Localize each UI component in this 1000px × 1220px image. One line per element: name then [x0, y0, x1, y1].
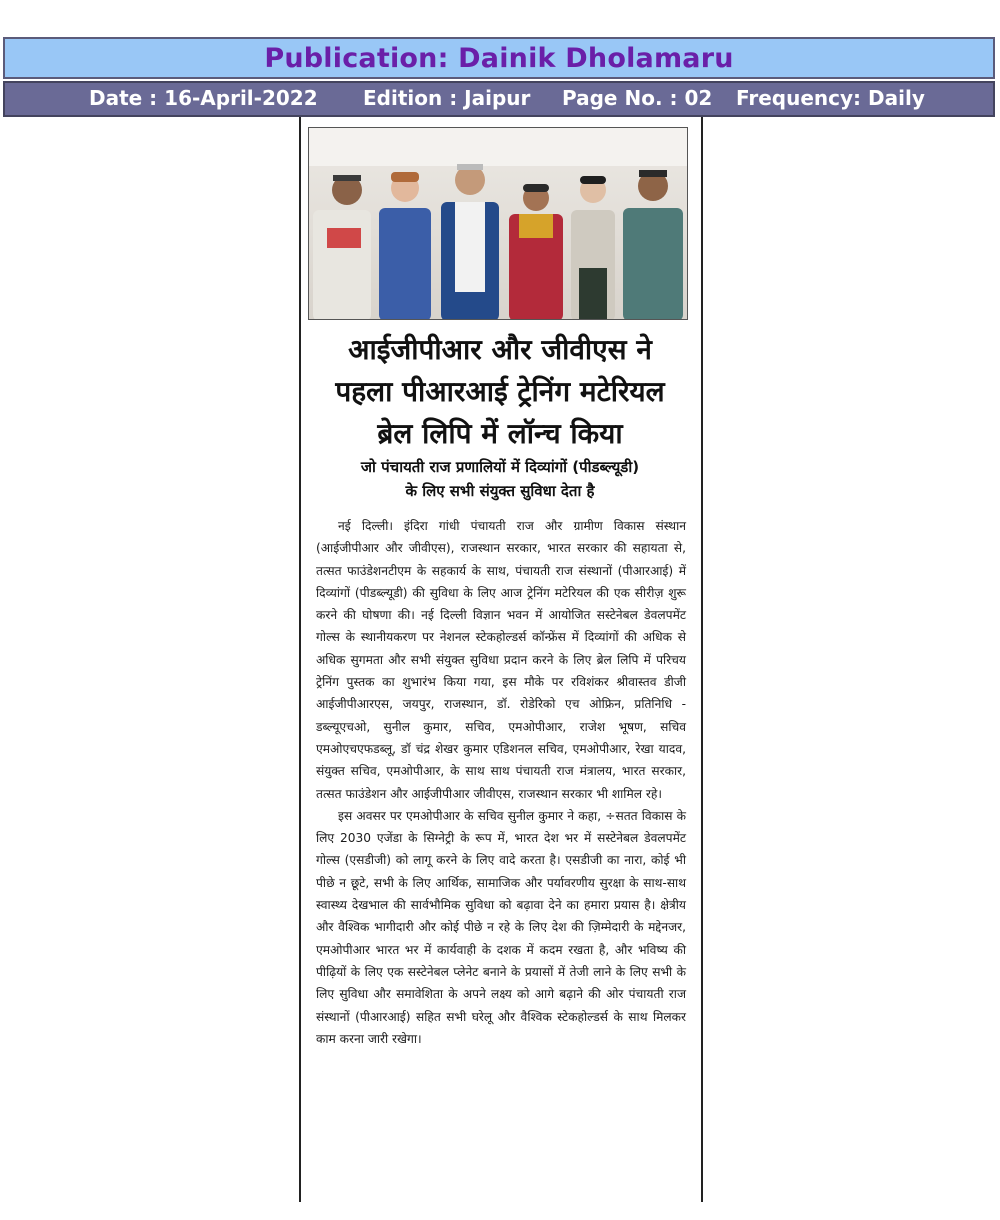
article-paragraph-1: नई दिल्ली। इंदिरा गांधी पंचायती राज और ग्रामीण विकास संस्थान (आईजीपीआर और जीवीएस), राजस्थान सरकार, भारत सरकार की सहायता से, तत्सत फाउंडेशनटीएम के सहकार्य के साथ, पंचायती राज संस्थानों (पीआरआई) में दिव्यांगों (पीडब्ल्यूडी) की सुविधा के लिए आज ट्रेनिंग मटेरियल की एक सीरीज़ शुरू करने की घोषणा की। नई दिल्ली विज्ञान भवन में आयोजित सस्टेनेबल डेवलपमेंट गोल्स के स्थानीयकरण पर नेशनल स्टेकहोल्डर्स कॉन्फ्रेंस में दिव्यांगों की अधिक से अधिक सुगमता और सभी संयुक्त सुविधा प्रदान करने के लिए ब्रेल लिपि में परिचय ट्रेनिंग पुस्तक का शुभारंभ किया गया, इस मौके पर रविशंकर श्रीवास्तव डीजी आईजीपीआरएस, जयपुर, राजस्थान, डॉ. रोडेरिको एच ओफ्रिन, प्रतिनिधि - डब्ल्यूएचओ, सुनील कुमार, सचिव, एमओपीआर, राजेश भूषण, सचिव एमओएचएफडब्लू, डॉ चंद्र शेखर कुमार एडिशनल सचिव, एमओपीआर, रेखा यादव, संयुक्त सचिव, एमओपीआर, के साथ साथ पंचायती राज मंत्रालय, भारत सरकार, तत्सत फाउंडेशन और आईजीपीआर जीवीएस, राजस्थान सरकार भी शामिल रहे।	[316, 519, 686, 801]
page-number-label: Page No. : 02	[562, 86, 713, 110]
publication-banner	[3, 37, 995, 79]
article-headline	[308, 329, 692, 455]
subhead-line-1: जो पंचायती राज प्रणालियों में दिव्यांगों (पीडब्ल्यूडी)	[360, 458, 640, 476]
column-right-rule	[701, 117, 703, 1202]
group-photo-illustration	[309, 128, 688, 320]
headline-line-3: ब्रेल लिपि में लॉन्च किया	[377, 417, 623, 450]
column-left-rule	[299, 117, 301, 1202]
event-photo	[308, 127, 688, 320]
article-paragraph-2: इस अवसर पर एमओपीआर के सचिव सुनील कुमार ने कहा, ÷सतत विकास के लिए 2030 एजेंडा के सिग्नेट्री के रूप में, भारत देश भर में सस्टेनेबल डेवलपमेंट गोल्स (एसडीजी) को लागू करने के लिए वादे करता है। एसडीजी का नारा, कोई भी पीछे न छूटे, सभी के लिए आर्थिक, सामाजिक और पर्यावरणीय सुरक्षा के साथ-साथ स्वास्थ्य देखभाल की सार्वभौमिक सुविधा को बढ़ावा देने का हमारा प्रयास है। क्षेत्रीय और वैश्विक भागीदारी और कोई पीछे न रहे के लिए देश की ज़िम्मेदारी के मद्देनजर, एमओपीआर भारत भर में कार्यवाही के दशक में कदम रखता है, और भविष्य की पीढ़ियों के लिए एक सस्टेनेबल प्लेनेट बनाने के प्रयासों में तेजी लाने के लिए सभी के लिए सुविधा और समावेशिता के अपने लक्ष्य को आगे बढ़ाने की ओर पंचायती राज संस्थानों (पीआरआई) सहित सभी घरेलू और वैश्विक स्टेकहोल्डर्स के साथ मिलकर काम करना जारी रखेगा।	[316, 808, 686, 1046]
publication-title: Publication: Dainik Dholamaru	[264, 42, 734, 74]
date-label: Date : 16-April-2022	[89, 86, 318, 110]
publication-info-bar	[3, 81, 995, 117]
frequency-label: Frequency: Daily	[736, 86, 925, 110]
headline-line-2: पहला पीआरआई ट्रेनिंग मटेरियल	[335, 375, 665, 408]
edition-label: Edition : Jaipur	[363, 86, 531, 110]
article-subheadline	[308, 455, 692, 503]
subhead-line-2: के लिए सभी संयुक्त सुविधा देता है	[405, 482, 595, 500]
article-body	[316, 515, 686, 1050]
headline-line-1: आईजीपीआर और जीवीएस ने	[348, 333, 652, 366]
